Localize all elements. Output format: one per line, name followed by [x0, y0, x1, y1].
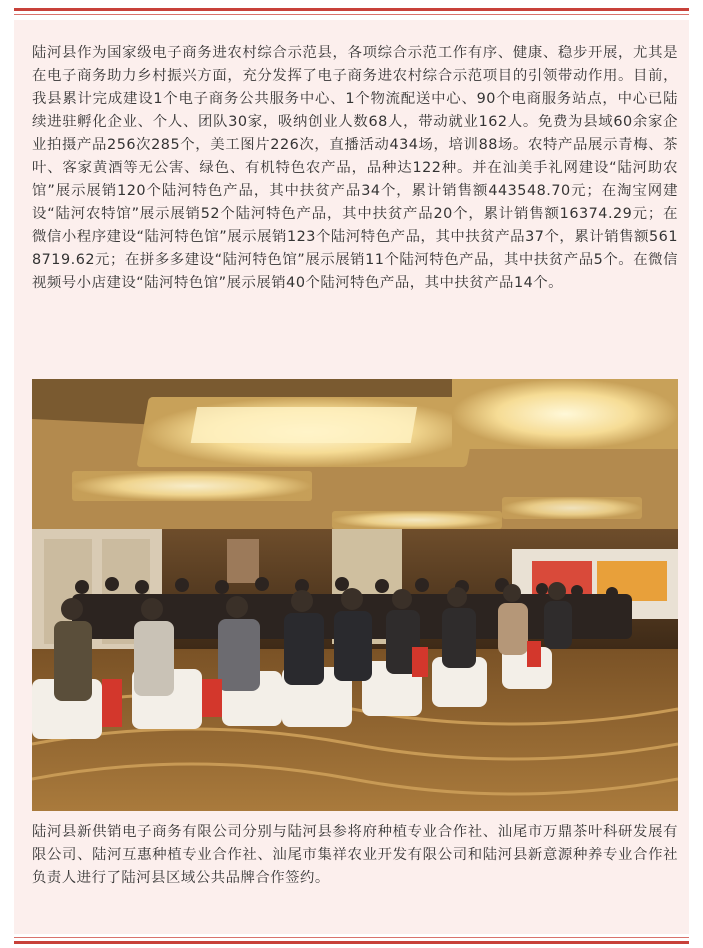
event-photo	[32, 379, 678, 811]
photo-caption: 陆河县新供销电子商务有限公司分别与陆河县参将府种植专业合作社、汕尾市万鼎茶叶科研发展有限公司、陆河互惠种植专业合作社、汕尾市集祥农业开发有限公司和陆河县新意源种养专业合作社负责人进行了陆河县区域公共品牌合作签约。	[32, 824, 678, 886]
bottom-border-thin	[14, 937, 689, 938]
article-paragraph: 陆河县作为国家级电子商务进农村综合示范县，各项综合示范工作有序、健康、稳步开展，尤其是在电子商务助力乡村振兴方面，充分发挥了电子商务进农村综合示范项目的引领带动作用。目前，我县累计完成建设1个电子商务公共服务中心、1个物流配送中心、90个电商服务站点，中心已陆续进驻孵化企业、个人、团队30家，吸纳创业人数68人，带动就业162人。免费为县域60余家企业拍摄产品256次285个，美工图片226次，直播活动434场，培训88场。农特产品展示青梅、茶叶、客家黄酒等无公害、绿色、有机特色农产品，品种达122种。并在汕美手礼网建设“陆河助农馆”展示展销120个陆河特色产品，其中扶贫产品34个，累计销售额443548.70元；在淘宝网建设“陆河农特馆”展示展销52个陆河特色产品，其中扶贫产品20个，累计销售额16374.29元；在微信小程序建设“陆河特色馆”展示展销123个陆河特色产品，其中扶贫产品37个，累计销售额5618719.62元；在拼多多建设“陆河特色馆”展示展销11个陆河特色产品，其中扶贫产品5个。在微信视频号小店建设“陆河特色馆”展示展销40个陆河特色产品，其中扶贫产品14个。	[32, 45, 678, 291]
bottom-border-thick	[14, 941, 689, 944]
top-border-thin	[14, 14, 689, 15]
top-border-thick	[14, 8, 689, 11]
